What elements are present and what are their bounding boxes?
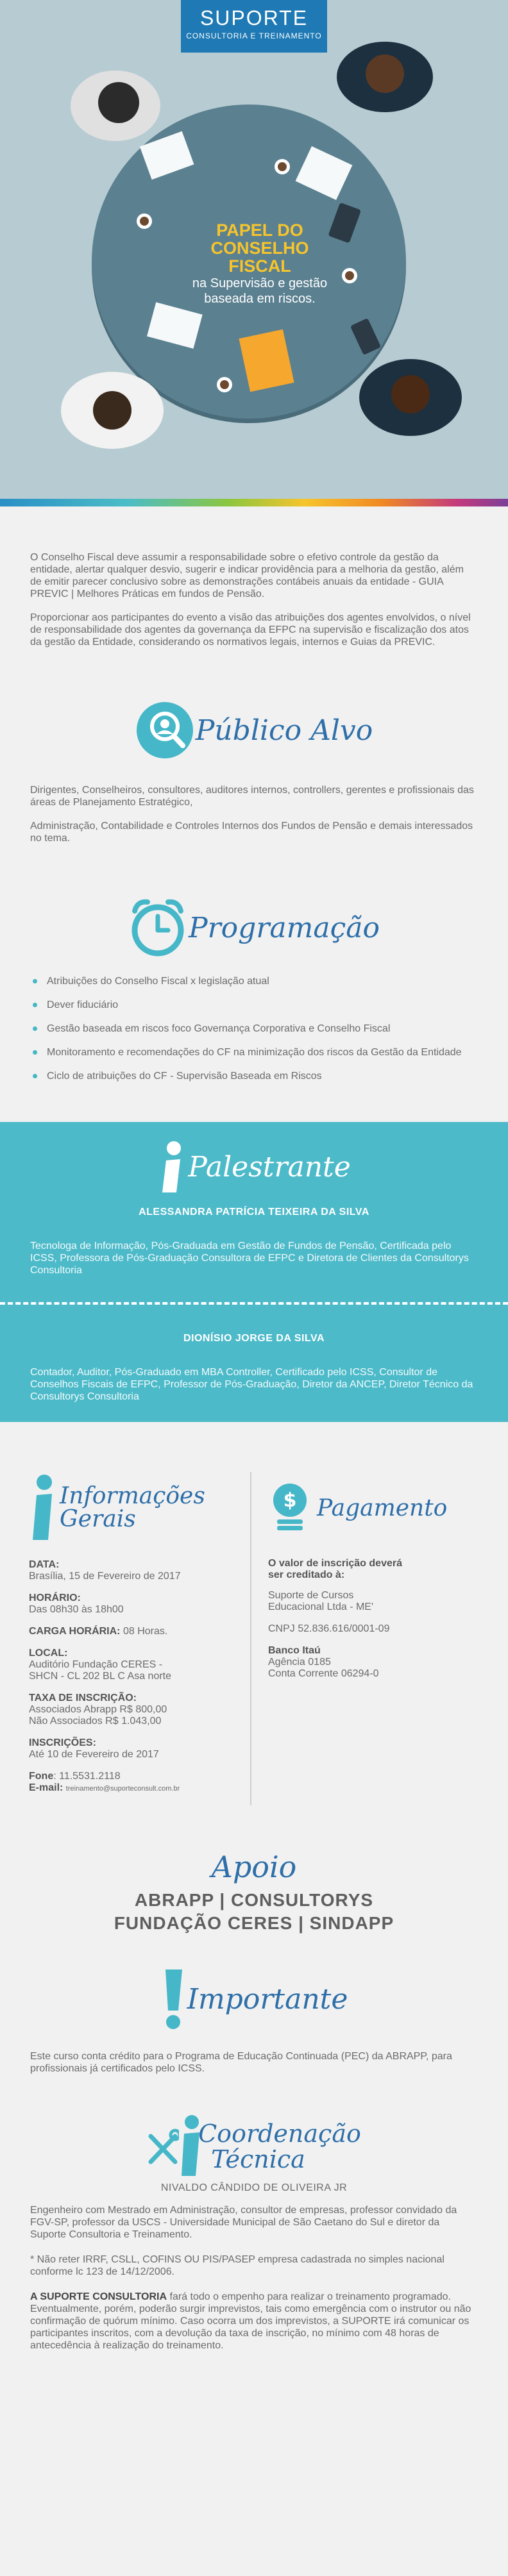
speaker-bio: Tecnologa de Informação, Pós-Graduada em Gestão de Fundos de Pensão, Certificada pelo ICSS, Professora de Pós-Graduação Consultora de EFPC e Diretora de Clientes da Consultorys Consultoria [30,1241,469,1276]
info-icon [29,1473,57,1543]
exclamation-icon [160,1967,186,2031]
coordenacao-title: Coordenação Técnica [198,2120,361,2173]
person-top-right [337,42,433,112]
informacoes-header [29,1472,250,1544]
tax-note: * Não reter IRRF, CSLL, COFINS OU PIS/PASEP empresa cadastrada no simples nacional conforme lc 123 de 14/12/2006. [30,2254,444,2277]
hero-title: PAPEL DO CONSELHO FISCAL [210,221,309,276]
apoio-title: Apoio [211,1850,297,1884]
email-link[interactable]: treinamento@suporteconsult.com.br [65,1785,180,1793]
speaker-bio: Contador, Auditor, Pós-Graduado em MBA Controller, Certificado pelo ICSS, Consultor de Conselhos Fiscais de EFPC, Professor de Pós-Graduação, Diretor da ANCEP, Diretor Técnico da Consultorys Consultoria [30,1367,473,1402]
search-icon [135,701,194,760]
svg-text:$: $ [283,1489,297,1512]
programacao-list [30,975,478,1082]
hero-banner [0,0,508,506]
info-data: DATA: Brasília, 15 de Fevereiro de 2017 [29,1559,181,1582]
info-carga: CARGA HORÁRIA: 08 Horas. [29,1626,168,1637]
apoio-line-2: FUNDAÇÃO CERES | SINDAPP [114,1913,394,1933]
pagamento-column [268,1472,480,1805]
list-item: Ciclo de atribuições do CF - Supervisão Baseada em Riscos [30,1070,478,1082]
rainbow-divider [0,499,508,506]
coordenacao-header [30,2113,478,2180]
info-payment-section [0,1422,508,1805]
tools-icon [147,2127,179,2166]
column-divider [250,1472,251,1805]
list-item: Atribuições do Conselho Fiscal x legislação atual [30,975,478,987]
programacao-header [30,896,478,960]
coordenacao-section [0,2075,508,2377]
informacoes-title: Informações Gerais [60,1483,205,1532]
logo-subtitle: CONSULTORIA E TREINAMENTO [186,31,322,40]
payment-company: Suporte de Cursos Educacional Ltda - ME' [268,1590,374,1612]
palestrante-section [0,1122,508,1422]
apoio-line-1: ABRAPP | CONSULTORYS [134,1890,374,1910]
intro-paragraph-2: Proporcionar aos participantes do evento a visão das atribuições dos agentes envolvidos, o nível de responsabilidade dos agentes da governança da EFPC na supervisão e fiscalização dos atos da gestão da Entidade, considerando os normativos legais, internos e Guias da PREVIC. [30,612,471,648]
payment-cnpj: CNPJ 52.836.616/0001-09 [268,1623,390,1634]
info-local: LOCAL: Auditório Fundação CERES - SHCN - CL 202 BL C Asa norte [29,1648,172,1682]
programacao-title: Programação [189,911,380,944]
importante-title: Importante [187,1982,348,2016]
person-bottom-right [359,359,462,436]
intro-section [0,506,508,648]
publico-alvo-paragraph-2: Administração, Contabilidade e Controles Internos dos Fundos de Pensão e demais interessados no tema. [30,821,473,844]
importante-header [30,1967,478,2031]
logo-title: SUPORTE [199,6,309,29]
list-item: Dever fiduciário [30,999,478,1011]
programacao-section [0,844,508,1082]
palestrante-header [30,1141,478,1192]
list-item: Monitoramento e recomendações do CF na minimização dos riscos da Gestão da Entidade [30,1046,478,1058]
informacoes-column [29,1472,250,1805]
hero-subtitle: na Supervisão e gestão baseada em riscos. [192,276,328,306]
importante-section [0,1935,508,2075]
publico-alvo-header [30,699,478,761]
publico-alvo-section [0,648,508,844]
publico-alvo-title: Público Alvo [195,714,373,747]
info-inscricoes: INSCRIÇÕES: Até 10 de Fevereiro de 2017 [29,1737,159,1760]
disclaimer: A SUPORTE CONSULTORIA fará todo o empenho para realizar o treinamento programado. Eventualmente, porém, poderão surgir imprevistos, tais como emergência com o instrutor ou não confirmação de quórum mínimo. Caso ocorra um dos imprevistos, a SUPORTE irá comunicar os participantes inscritos, com a devolução da taxa de inscrição, no mínimo com 48 horas de antecedência à realização do treinamento. [30,2291,471,2351]
palestrante-title: Palestrante [188,1150,351,1183]
intro-paragraph-1: O Conselho Fiscal deve assumir a responsabilidade sobre o efetivo controle da gestão da entidade, alertar qualquer desvio, sugerir e indicar providência para a melhoria da gestão, além de emitir parecer conclusivo sobre as demonstrações contábeis anuais da entidade - GUIA PREVIC | Melhores Práticas em fundos de Pensão. [30,552,464,599]
info-contact: Fone: 11.5531.2118 E-mail: treinamento@suporteconsult.com.br [29,1771,180,1793]
apoio-section [0,1805,508,1935]
money-bag-icon [268,1481,319,1535]
pagamento-header [268,1472,480,1544]
publico-alvo-paragraph-1: Dirigentes, Conselheiros, consultores, auditores internos, controllers, gerentes e profissionais das áreas de Planejamento Estratégico, [30,785,474,808]
person-top-left [71,71,160,141]
alarm-clock-icon [128,897,187,958]
pagamento-title: Pagamento [317,1494,448,1521]
info-taxa: TAXA DE INSCRIÇÃO: Associados Abrapp R$ 800,00 Não Associados R$ 1.043,00 [29,1693,167,1727]
info-horario: HORÁRIO: Das 08h30 às 18h00 [29,1593,124,1615]
info-person-icon [157,1140,188,1194]
person-bottom-left [61,372,164,449]
coordenador-bio: Engenheiro com Mestrado em Administração, consultor de empresas, professor convidado da FGV-SP, professor da USCS - Universidade Municipal de São Caetano do Sul e diretor da Suporte Consultoria e Treinamento. [30,2205,457,2240]
dashed-divider [0,1302,508,1305]
list-item: Gestão baseada em riscos foco Governança Corporativa e Conselho Fiscal [30,1023,478,1035]
speaker-name: ALESSANDRA PATRÍCIA TEIXEIRA DA SILVA [139,1207,369,1217]
importante-text: Este curso conta crédito para o Programa de Educação Continuada (PEC) da ABRAPP, para profissionais já certificados pelo ICSS. [30,2051,452,2074]
payment-bank: Banco Itaú Agência 0185 Conta Corrente 06294-0 [268,1645,379,1679]
speaker-name: DIONÍSIO JORGE DA SILVA [183,1333,325,1344]
coordenador-name: NIVALDO CÂNDIDO DE OLIVEIRA JR [160,2182,348,2193]
payment-note: O valor de inscrição deverá ser creditado à: [268,1558,402,1580]
